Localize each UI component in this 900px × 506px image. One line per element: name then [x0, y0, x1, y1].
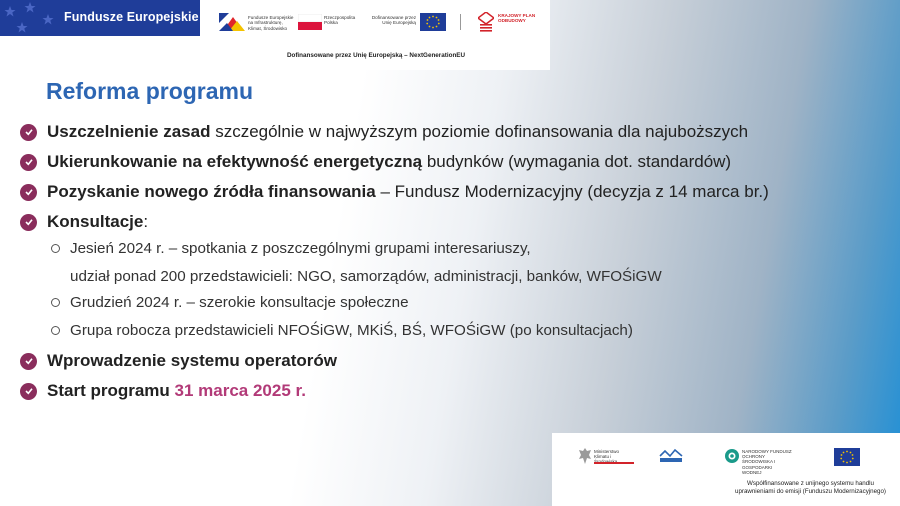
- item-rest: – Fundusz Modernizacyjny (decyzja z 14 marca br.): [375, 182, 769, 201]
- list-item: [20, 182, 769, 202]
- sub-item-text: Jesień 2024 r. – spotkania z poszczególnymi grupami interesariuszy,: [70, 240, 531, 257]
- item-bold: Pozyskanie nowego źródła finansowania: [47, 182, 376, 201]
- ue-logo-text: Dofinansowane przez Unię Europejską: [371, 15, 416, 26]
- mkis-logo-text: Ministerstwo Klimatu i: [594, 449, 620, 460]
- list-item: [20, 152, 731, 172]
- sub-list-item: [20, 294, 409, 311]
- fe-logo-text: Fundusze Europejskie na Infrastrukturę, Klimat, Środowisko: [248, 15, 294, 31]
- eagle-emblem-icon: [578, 447, 592, 465]
- sub-list-item: [20, 322, 633, 339]
- check-bullet-icon: [20, 353, 37, 370]
- logo-divider: [460, 14, 461, 30]
- list-item: [20, 122, 748, 142]
- program-label: Fundusze Europejskie: [64, 10, 199, 24]
- item-bold: Uszczelnienie zasad: [47, 122, 211, 141]
- check-bullet-icon: [20, 124, 37, 141]
- item-bold: Start programu: [47, 381, 175, 400]
- fundusze-europejskie-band: [0, 0, 200, 36]
- item-bold: Ukierunkowanie na efektywność energetyczną: [47, 152, 423, 171]
- bottom-funding-caption: [735, 480, 886, 496]
- funding-caption: Dofinansowane przez Unię Europejską – NextGenerationEU: [286, 52, 466, 59]
- check-bullet-icon: [20, 184, 37, 201]
- sub-item-text: Grudzień 2024 r. – szerokie konsultacje społeczne: [70, 294, 409, 311]
- start-date-highlight: 31 marca 2025 r.: [174, 381, 306, 400]
- eu-stars-icon: [0, 0, 60, 36]
- list-item: [20, 351, 337, 371]
- fe-logo-icon: [219, 13, 245, 31]
- check-bullet-icon: [20, 383, 37, 400]
- item-rest: budynków (wymagania dot. standardów): [422, 152, 732, 171]
- sub-item-text: Grupa robocza przedstawicieli NFOŚiGW, MKiŚ, BŚ, WFOŚiGW (po konsultacjach): [70, 322, 633, 339]
- eu-flag-icon: [834, 448, 860, 466]
- nfos-logo-icon: [724, 448, 740, 464]
- bottom-caption-line2: uprawnieniami do emisji (Funduszu Modernizacyjnego): [735, 488, 886, 495]
- bottom-caption-line1: Współfinansowane z unijnego systemu handlu: [747, 480, 874, 487]
- circle-bullet-icon: [51, 244, 60, 253]
- item-rest: szczególnie w najwyższym poziomie dofinansowania dla najuboższych: [210, 122, 749, 141]
- polish-flag-icon: [298, 14, 322, 30]
- top-logo-strip: [202, 0, 550, 70]
- check-bullet-icon: [20, 154, 37, 171]
- check-bullet-icon: [20, 214, 37, 231]
- circle-bullet-icon: [51, 326, 60, 335]
- sub-item-continuation: udział ponad 200 przedstawicieli: NGO, samorządów, administracji, banków, WFOŚiGW: [70, 268, 662, 285]
- list-item: [20, 381, 306, 401]
- bottom-logo-strip: [552, 433, 900, 506]
- kpo-logo-icon: [478, 12, 494, 32]
- list-item: [20, 212, 148, 232]
- kpo-logo-text: KRAJOWY PLAN ODBUDOWY: [498, 13, 536, 24]
- item-rest: :: [143, 212, 149, 231]
- item-bold: Wprowadzenie systemu operatorów: [47, 351, 337, 370]
- sub-list-item: [20, 240, 531, 257]
- item-bold: Konsultacje: [47, 212, 144, 231]
- mkis-underline: [594, 462, 634, 464]
- rp-logo-text: Rzeczpospolita Polska: [324, 15, 356, 26]
- eu-flag-icon: [420, 13, 446, 31]
- circle-bullet-icon: [51, 298, 60, 307]
- nfos-logo-text: NARODOWY FUNDUSZ OCHRONY ŚRODOWISKA I GOSPODARKI WODNEJ: [742, 449, 792, 475]
- slide-title: Reforma programu: [46, 78, 254, 104]
